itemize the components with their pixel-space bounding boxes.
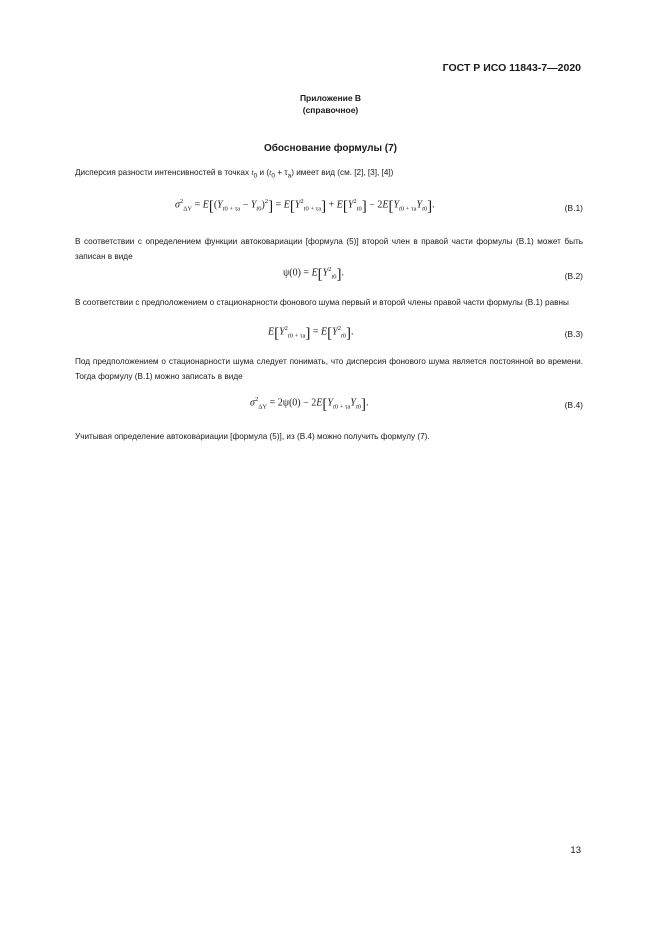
equation-number-b1: (В.1) <box>564 203 583 213</box>
equation-number-b2: (В.2) <box>564 271 583 281</box>
p5-text: Учитывая определение автоковариации [формула (5)], из (В.4) можно получить формулу (7). <box>75 432 430 441</box>
p2-text: В соответствии с определением функции автоковариации [формула (5)] второй член в правой части формулы (В.1) может быть записан в виде <box>75 237 583 261</box>
p1-text-mid: и ( <box>257 168 270 177</box>
annex-heading <box>0 92 661 116</box>
math-t0: t <box>251 168 254 177</box>
equation-b2: $\psi(0) = E[Y^2_{t0}]$. <box>283 266 345 283</box>
paragraph-5 <box>75 430 583 445</box>
paragraph-4 <box>75 355 583 384</box>
page-number: 13 <box>570 845 581 856</box>
paragraph-3 <box>75 296 583 311</box>
p1-text-start: Дисперсия разности интенсивностей в точках <box>75 168 252 177</box>
equation-b3: $E[Y^2_{t0 + \tau a}] = E[Y^2_{t0}]$. <box>268 325 354 342</box>
equation-number-b4: (В.4) <box>564 400 583 410</box>
annex-note: (справочное) <box>302 105 359 115</box>
math-t0-2: t <box>269 168 272 177</box>
document-header: ГОСТ Р ИСО 11843-7—2020 <box>442 62 581 74</box>
equation-b1: $\sigma^2_{\Delta Y} = E[(Y_{t0 + \tau a} - Y_{t0})^2] = E[Y^2_{t0 + \tau a}] + E[Y^2_{t0}] - 2E[Y_{t0 + \tau a}Y_{t0}]$. <box>175 198 435 215</box>
math-plus: + τ <box>275 168 288 177</box>
paragraph-2 <box>75 235 583 264</box>
equation-number-b3: (В.3) <box>564 329 583 339</box>
math-sub: 0 <box>253 172 258 180</box>
p3-text: В соответствии с предположением о стационарности фонового шума первый и второй члены правой части формулы (В.1) равны <box>75 298 569 307</box>
p4-text: Под предположением о стационарности шума следует понимать, что дисперсия фонового шума является постоянной во времени. Тогда формулу (В.1) можно записать в виде <box>75 357 583 381</box>
math-sub: 0 <box>271 172 276 180</box>
paragraph-1 <box>75 166 583 184</box>
section-title: Обоснование формулы (7) <box>263 143 398 154</box>
annex-label: Приложение В <box>299 93 362 103</box>
p1-text-end: ) имеет вид (см. [2], [3], [4]) <box>291 168 394 177</box>
equation-b4: $\sigma^2_{\Delta Y} = 2\psi(0) - 2E[Y_{t0 + \tau a}Y_{t0}]$. <box>250 396 369 413</box>
math-sub: a <box>287 172 292 180</box>
